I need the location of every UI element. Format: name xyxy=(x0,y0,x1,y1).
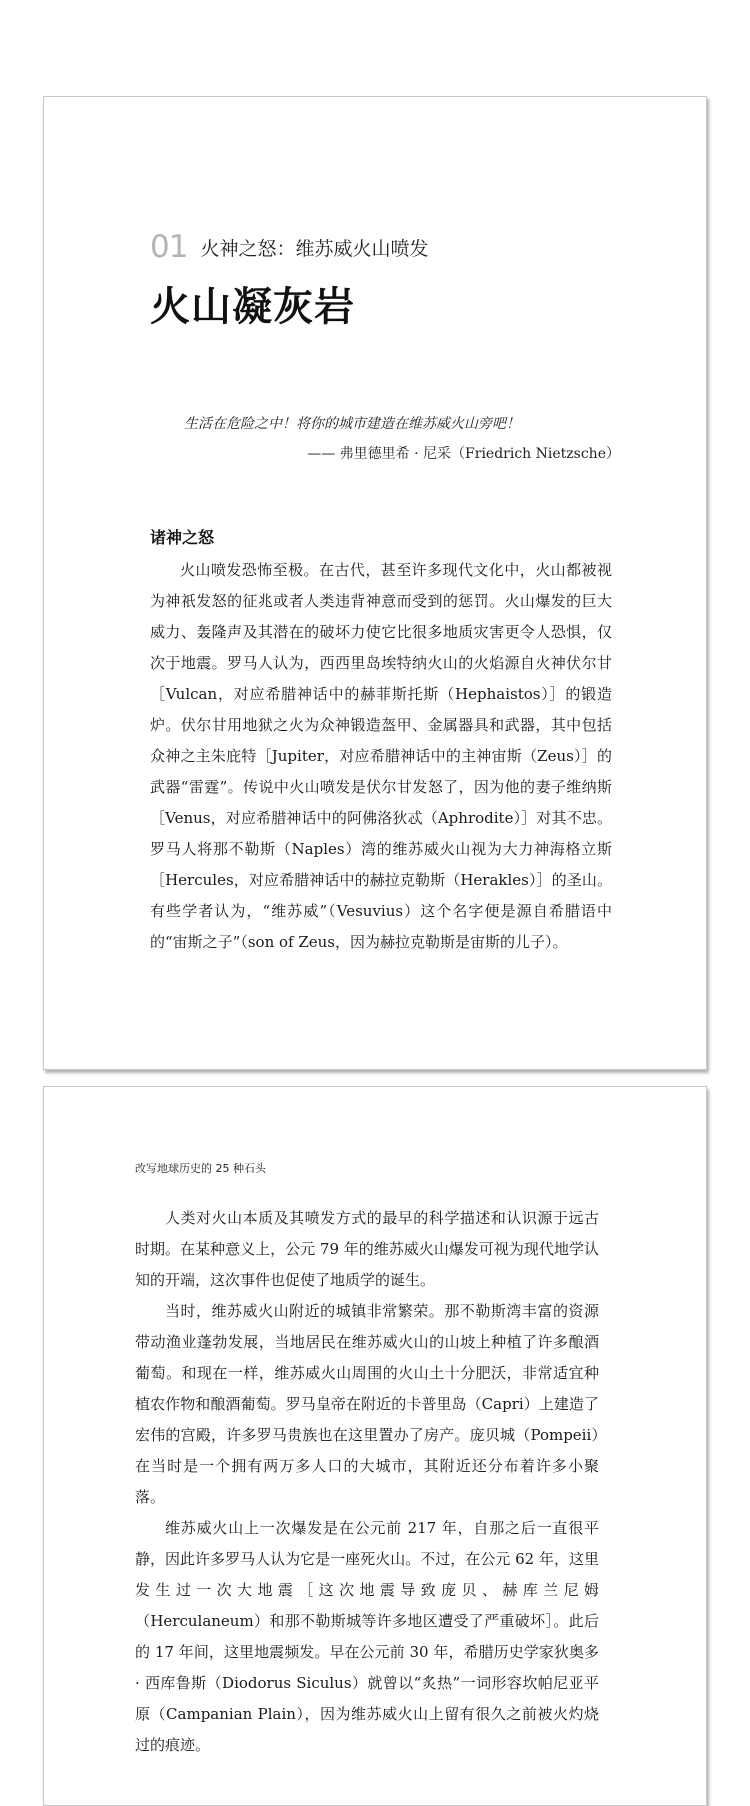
book-page-1 xyxy=(43,96,707,1070)
chapter-subtitle: 火神之怒：维苏威火山喷发 xyxy=(200,237,429,260)
epigraph-quote: 生活在危险之中！将你的城市建造在维苏威火山旁吧！ xyxy=(184,416,520,432)
paragraph: 火山喷发恐怖至极。在古代，甚至许多现代文化中，火山都被视为神祇发怒的征兆或者人类违背神意而受到的惩罚。火山爆发的巨大威力、轰隆声及其潜在的破坏力使它比很多地质灾害更令人恐惧，仅次于地震。罗马人认为，西西里岛埃特纳火山的火焰源自火神伏尔甘［Vulcan，对应希腊神话中的赫菲斯托斯（Hephaistos）］的锻造炉。伏尔甘用地狱之火为众神锻造盔甲、金属器具和武器，其中包括众神之主朱庇特［Jupiter，对应希腊神话中的主神宙斯（Zeus）］的武器“雷霆”。传说中火山喷发是伏尔甘发怒了，因为他的妻子维纳斯［Venus，对应希腊神话中的阿佛洛狄忒（Aphrodite）］对其不忠。罗马人将那不勒斯（Naples）湾的维苏威火山视为大力神海格立斯［Hercules，对应希腊神话中的赫拉克勒斯（Herakles）］的圣山。有些学者认为，“维苏威”（Vesuvius）这个名字便是源自希腊语中的“宙斯之子”（son of Zeus，因为赫拉克勒斯是宙斯的儿子）。 xyxy=(150,561,612,951)
chapter-title: 火山凝灰岩 xyxy=(150,284,355,330)
running-head: 改写地球历史的 25 种石头 xyxy=(135,1162,266,1175)
book-page-2 xyxy=(43,1086,707,1806)
page-1-body xyxy=(150,555,612,958)
paragraph: 人类对火山本质及其喷发方式的最早的科学描述和认识源于远古时期。在某种意义上，公元 79 年的维苏威火山爆发可视为现代地学认知的开端，这次事件也促使了地质学的诞生。 xyxy=(135,1209,599,1289)
epigraph-attribution: —— 弗里德里希 · 尼采（Friedrich Nietzsche） xyxy=(307,446,620,462)
chapter-heading xyxy=(150,229,429,265)
chapter-number: 01 xyxy=(150,229,188,265)
section-heading: 诸神之怒 xyxy=(150,528,215,547)
paragraph: 维苏威火山上一次爆发是在公元前 217 年，自那之后一直很平静，因此许多罗马人认为它是一座死火山。不过，在公元 62 年，这里发生过一次大地震［这次地震导致庞贝、赫库兰尼姆（Herculaneum）和那不勒斯城等许多地区遭受了严重破坏］。此后的 17 年间，这里地震频发。早在公元前 30 年，希腊历史学家狄奥多 · 西库鲁斯（Diodorus Siculus）就曾以“炙热”一词形容坎帕尼亚平原（Campanian Plain），因为维苏威火山上留有很久之前被火灼烧过的痕迹。 xyxy=(135,1519,599,1754)
paragraph: 当时，维苏威火山附近的城镇非常繁荣。那不勒斯湾丰富的资源带动渔业蓬勃发展，当地居民在维苏威火山的山坡上种植了许多酿酒葡萄。和现在一样，维苏威火山周围的火山土十分肥沃，非常适宜种植农作物和酿酒葡萄。罗马皇帝在附近的卡普里岛（Capri）上建造了宏伟的宫殿，许多罗马贵族也在这里置办了房产。庞贝城（Pompeii）在当时是一个拥有两万多人口的大城市，其附近还分布着许多小聚落。 xyxy=(135,1302,599,1506)
page-2-body xyxy=(135,1203,599,1761)
